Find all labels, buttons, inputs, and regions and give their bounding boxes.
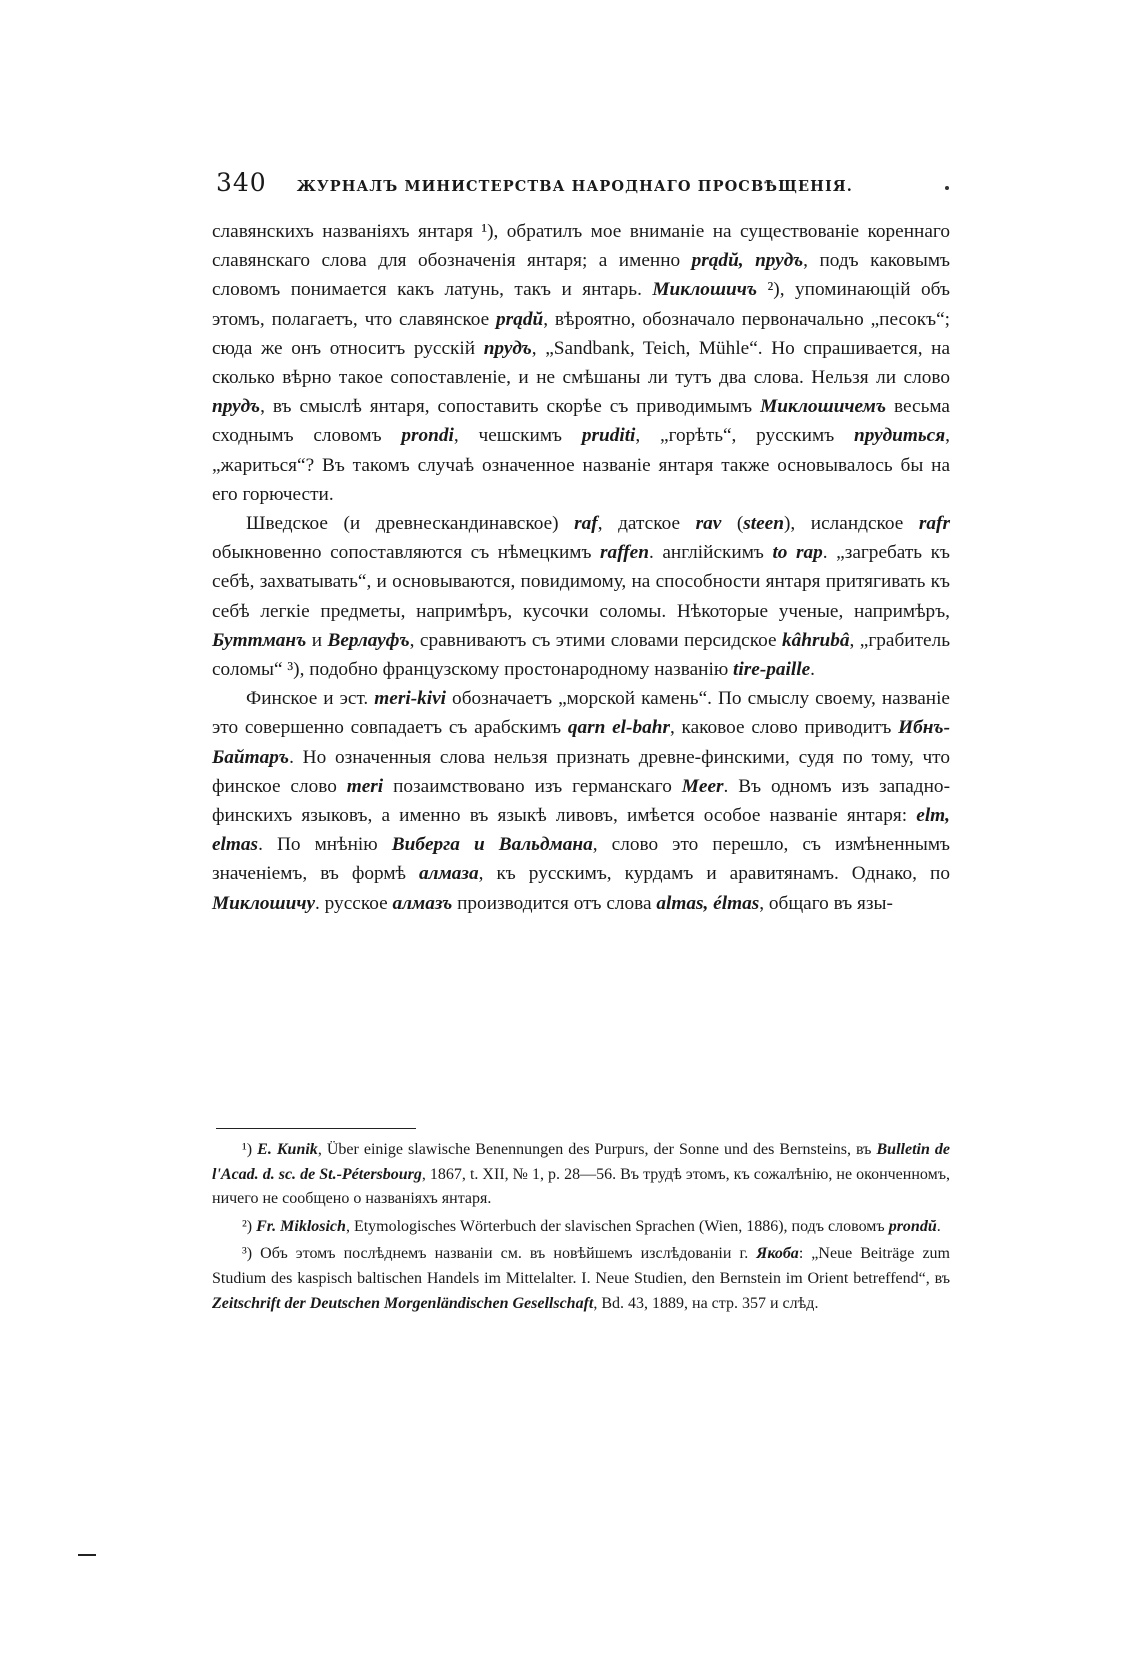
text-run: , каковое слово приводитъ (669, 717, 899, 739)
running-header (216, 168, 956, 197)
text-run: , сравниваютъ съ этими словами персидское (409, 629, 783, 651)
text-run: позаимствовано изъ германскаго (383, 775, 682, 797)
text-run: . Но означенныя слова нельзя признать древне-финскими, судя по тому, что финское слово (212, 746, 950, 797)
text-run: ( (721, 513, 744, 535)
main-text (212, 217, 950, 918)
emphasis-text: прудъ (483, 337, 532, 359)
text-run: ³) Объ этомъ послѣднемъ названіи см. въ новѣйшемъ изслѣдованіи г. (242, 1245, 757, 1263)
text-run: и (306, 629, 328, 651)
emphasis-text: to rap (772, 542, 823, 564)
emphasis-text: meri-kivi (374, 688, 447, 710)
text-run: , „грабитель соломы“ ³), подобно французскому простонародному названію (212, 629, 950, 681)
text-run: , чешскимъ (453, 425, 582, 447)
text-run: , Über einige slawische Benennungen des Purpurs, der Sonne und des Bernsteins, въ (317, 1141, 877, 1158)
emphasis-text: алмаза (419, 863, 479, 885)
text-run: . По мнѣнію (258, 834, 392, 856)
running-title: ЖУРНАЛЪ МИНИСТЕРСТВА НАРОДНАГО ПРОСВѢЩЕНІЯ. (296, 178, 853, 195)
footnote (212, 1242, 950, 1316)
emphasis-text: meri (346, 775, 384, 797)
margin-dot (945, 186, 949, 190)
footnote (212, 1138, 950, 1212)
text-run: , вѣроятно, обозначало первоначально „песокъ“; сюда же онъ относитъ русскій (212, 308, 950, 359)
text-run: Шведское (и древнескандинавское) (246, 513, 575, 535)
text-run: ¹) (242, 1141, 258, 1158)
emphasis-text: raf (574, 513, 598, 535)
text-run: , „горѣть“, русскимъ (635, 425, 854, 447)
text-run: обыкновенно сопоставляются съ нѣмецкимъ (212, 542, 601, 564)
text-run: ²) (242, 1217, 257, 1235)
text-run: , подъ каковымъ словомъ понимается какъ латунь, такъ и янтарь. (212, 250, 951, 301)
emphasis-text: elm, elmas (212, 805, 950, 856)
emphasis-text: tire-paille (733, 659, 811, 681)
text-run: ²), упоминающій объ этомъ, полагаетъ, что славянское (212, 279, 950, 330)
emphasis-text: almas, élmas (656, 892, 760, 914)
text-run: обозначаетъ „морской камень“. По смыслу своему, названіе это совершенно совпадаетъ съ арабскимъ (212, 688, 950, 739)
text-run: , датское (597, 513, 696, 535)
text-run: . русское (315, 892, 393, 914)
emphasis-text: E. Kunik (257, 1141, 318, 1158)
text-run: , общаго въ язы- (759, 892, 893, 914)
emphasis-text: Верлауфъ (327, 629, 410, 651)
footnote-divider (216, 1128, 416, 1129)
emphasis-text: Виберга и Вальдмана (391, 834, 593, 856)
emphasis-text: kâhrubâ (782, 629, 850, 651)
emphasis-text: rafr (918, 513, 950, 535)
text-run: , къ русскимъ, курдамъ и аравитянамъ. Однако, по (478, 863, 950, 885)
emphasis-text: raffen (600, 542, 649, 564)
text-run: , слово это перешло, съ измѣненнымъ значеніемъ, въ формѣ (212, 834, 950, 885)
margin-mark (78, 1554, 96, 1556)
text-run: Финское и эст. (246, 688, 375, 710)
paragraph (212, 509, 950, 684)
emphasis-text: алмазъ (392, 892, 453, 914)
emphasis-text: prondi (401, 425, 454, 447)
emphasis-text: Bulletin de l'Acad. d. sc. de St.-Pétersbourg (212, 1141, 950, 1183)
footnotes (212, 1138, 950, 1319)
emphasis-text: прудиться (853, 425, 946, 447)
emphasis-text: Миклошичу (212, 892, 316, 914)
footnote (212, 1215, 950, 1240)
text-run: , 1867, t. XII, № 1, p. 28—56. Въ трудѣ этомъ, къ сожалѣнію, не оконченномъ, ничего не сообщено о названіяхъ янтаря. (212, 1165, 950, 1208)
text-run: , Etymologisches Wörterbuch der slavischen Sprachen (Wien, 1886), подъ словомъ (345, 1217, 889, 1235)
text-run: . англійскимъ (648, 542, 773, 564)
text-run: : „Neue Beiträge zum Studium des kaspisch baltischen Handels im Mittelalter. I. Neue Studien, den Bernstein im Orient betreffend“, въ (212, 1245, 951, 1287)
text-run: ), исландское (783, 513, 919, 535)
emphasis-text: Буттманъ (212, 629, 307, 651)
text-run: , Bd. 43, 1889, на стр. 357 и слѣд. (593, 1294, 819, 1312)
emphasis-text: Fr. Miklosich (256, 1217, 346, 1235)
emphasis-text: prądŭ (496, 308, 544, 330)
emphasis-text: prądŭ, прудъ (691, 250, 804, 272)
emphasis-text: Якоба (756, 1245, 799, 1263)
text-run: , „жариться“? Въ такомъ случаѣ означенное названіе янтаря также основывалось бы на его горючести. (212, 425, 950, 505)
emphasis-text: steen (743, 513, 784, 535)
paragraph (212, 684, 950, 918)
text-run: славянскихъ названіяхъ янтаря ¹), обратилъ мое вниманіе на существованіе кореннаго славянскаго слова для обозначенія янтаря; а именно (212, 221, 950, 272)
text-run: весьма сходнымъ словомъ (212, 396, 950, 447)
text-run: производится отъ слова (452, 892, 657, 914)
emphasis-text: прудъ (212, 396, 261, 418)
text-run: . „загребать къ себѣ, захватывать“, и основываются, повидимому, на способности янтаря притягивать къ себѣ легкіе предметы, напримѣръ, кусочки соломы. Нѣкоторые ученые, напримѣръ, (212, 542, 950, 622)
emphasis-text: rav (695, 513, 722, 535)
emphasis-text: qarn el-bahr (567, 717, 670, 739)
text-run: . (936, 1217, 941, 1235)
emphasis-text: Миклошичъ (652, 279, 758, 301)
page-number: 340 (216, 168, 267, 197)
emphasis-text: Meer (681, 775, 724, 797)
emphasis-text: Ибнъ-Байтаръ (212, 717, 950, 768)
emphasis-text: Миклошичемъ (760, 396, 886, 418)
text-run: , въ смыслѣ янтаря, сопоставить скорѣе съ приводимымъ (260, 396, 761, 418)
emphasis-text: pruditi (581, 425, 636, 447)
text-run: . (810, 659, 815, 681)
text-run: . Въ одномъ изъ западно-финскихъ языковъ, а именно въ языкѣ ливовъ, имѣется особое названіе янтаря: (212, 775, 950, 827)
paragraph (212, 217, 950, 509)
emphasis-text: Zeitschrift der Deutschen Morgenländischen Gesellschaft (212, 1294, 594, 1312)
text-run: , „Sandbank, Teich, Mühle“. Но спрашивается, на сколько вѣрно такое сопоставленіе, и не смѣшаны ли тутъ два слова. Нельзя ли слово (212, 337, 951, 389)
emphasis-text: prondŭ (888, 1217, 937, 1235)
